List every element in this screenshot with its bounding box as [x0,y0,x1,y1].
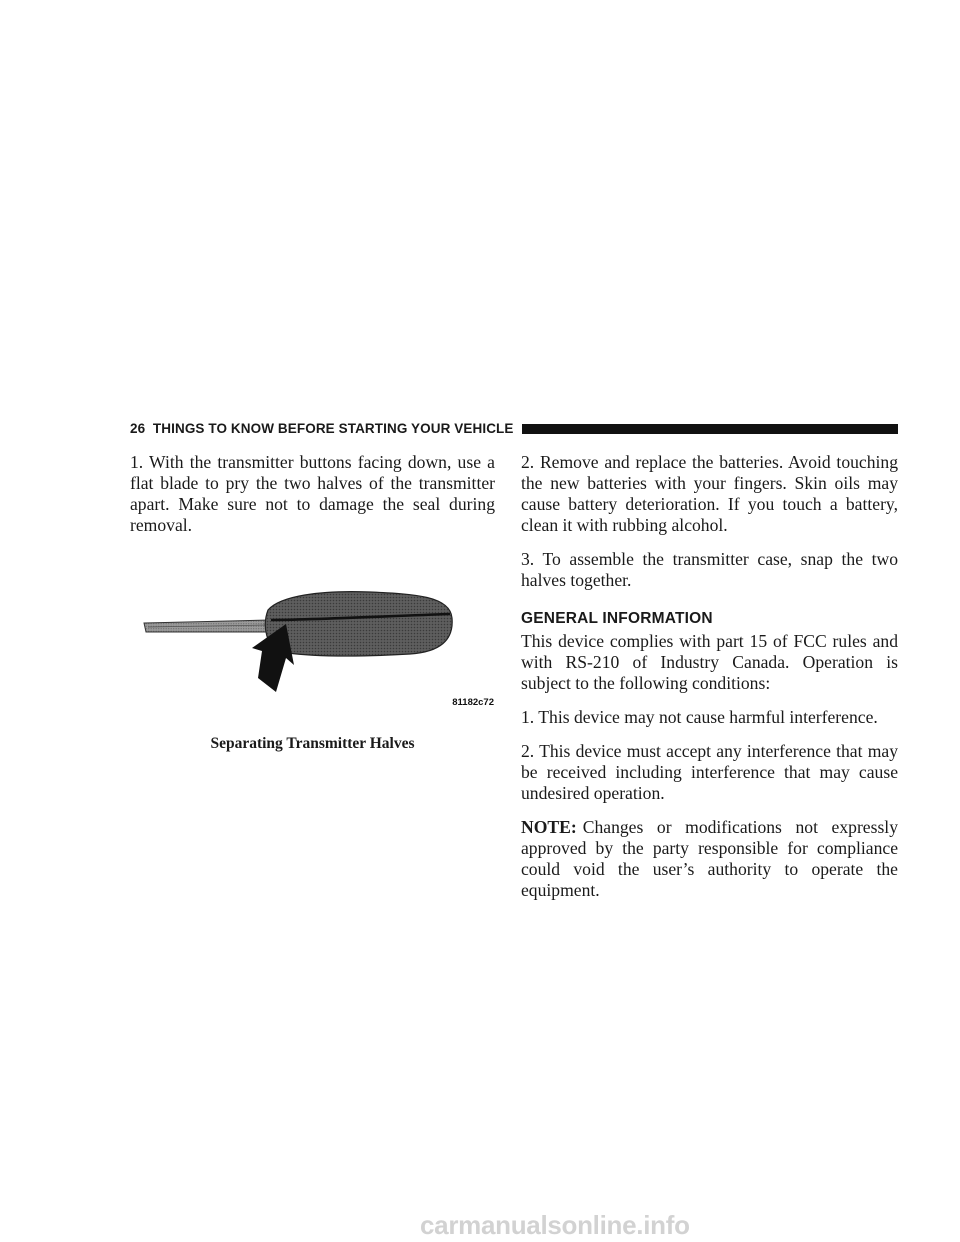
watermark-link[interactable]: carmanualsonline.info [420,1210,690,1240]
key-blade [144,620,272,632]
arrow-icon [252,624,294,692]
step-3-text: 3. To assemble the transmitter case, snap the two halves together. [521,549,898,590]
note-paragraph [521,817,898,901]
transmitter-illustration [140,590,496,710]
chapter-title: THINGS TO KNOW BEFORE STARTING YOUR VEHICLE [152,421,514,436]
header-rule [522,424,899,434]
step-2-text: 2. Remove and replace the batteries. Avoid touching the new batteries with your fingers. Skin oils may cause battery deterioration. If you touch a battery, clean it with rubbing alcohol. [521,452,898,535]
left-column [130,452,495,549]
note-text: Changes or modifications not expressly approved by the party responsible for compliance could void the user’s authority to operate the equipment. [521,817,898,900]
page-header-text [130,421,514,436]
condition-1-text: 1. This device may not cause harmful interference. [521,707,878,727]
section-heading: GENERAL INFORMATION [521,610,713,627]
figure-id: 81182c72 [452,697,494,708]
step-1-text: 1. With the transmitter buttons facing down, use a flat blade to pry the two halves of the transmitter apart. Make sure not to damage the seal during removal. [130,452,495,535]
note-label: NOTE: [521,817,577,837]
fcc-intro-text: This device complies with part 15 of FCC rules and with RS-210 of Industry Canada. Operation is subject to the following conditions: [521,631,898,693]
condition-2-text: 2. This device must accept any interference that may be received including interference that may cause undesired operation. [521,741,898,803]
page-number: 26 [130,421,146,436]
transmitter-figure [140,590,496,710]
page-header [130,421,898,436]
right-column [521,452,898,914]
figure-caption: Separating Transmitter Halves [210,735,415,752]
transmitter-body [265,592,452,656]
